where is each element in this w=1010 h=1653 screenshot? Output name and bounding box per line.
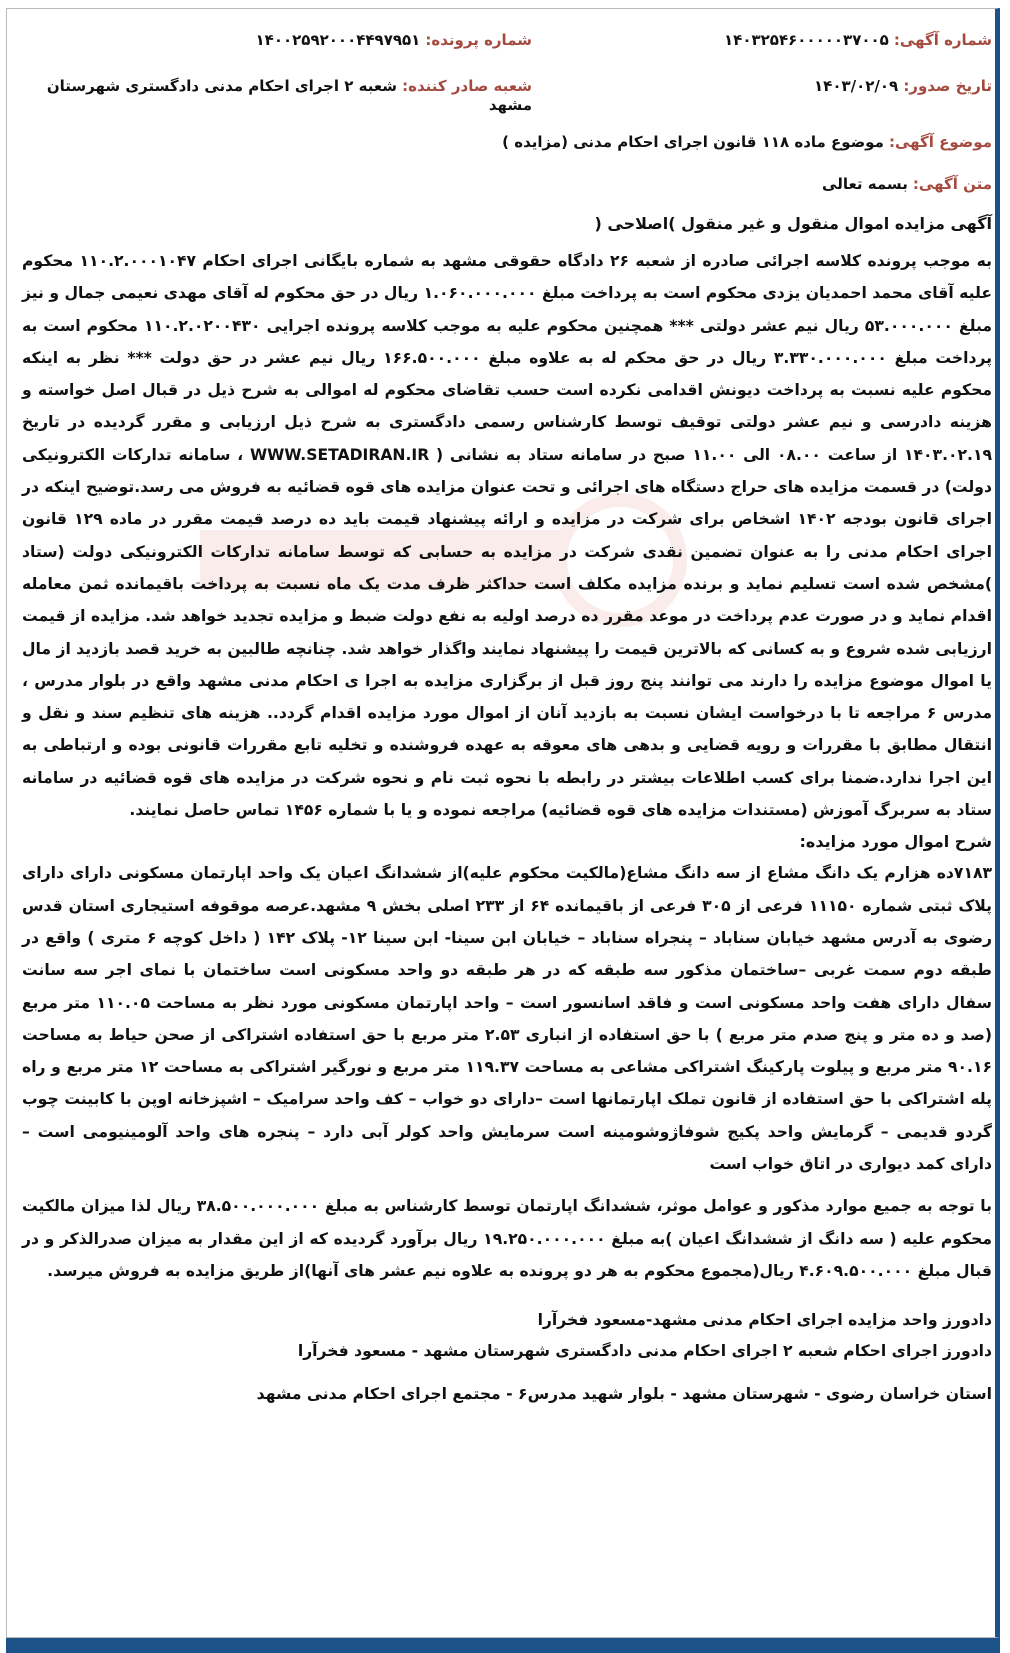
signature-line-2: دادورز اجرای احکام شعبه ۲ اجرای احکام مدنی دادگستری شهرستان مشهد - مسعود فخرآرا — [297, 1342, 992, 1361]
file-number-label: شماره پرونده: — [425, 31, 532, 49]
announcement-title: آگهی مزایده اموال منقول و غیر منقول )اصلاحی ( — [594, 214, 992, 233]
ad-number-label: شماره آگهی: — [893, 31, 992, 49]
subject-value: موضوع ماده ۱۱۸ قانون اجرای احکام مدنی (مزایده ) — [502, 133, 884, 151]
issuing-branch-value: شعبه ۲ اجرای احکام مدنی دادگستری شهرستان مشهد — [46, 77, 532, 114]
valuation-paragraph: با توجه به جمیع موارد مذکور و عوامل موثر، ششدانگ اپارتمان توسط کارشناس به مبلغ ۳۸.۵۰۰.۰۰۰.۰۰۰ ریال لذا میزان مالکیت محکوم علیه ( سه دانگ از ششدانگ اعیان )به مبلغ ۱۹.۲۵۰.۰۰۰.۰۰۰ ریال برآورد گردیده که از این مقدار به میزان صدرالذکر و در قبال مبلغ ۴.۶۰۹.۵۰۰.۰۰۰ ریال(مجموع محکوم به هر دو پرونده به علاوه نیم عشر های آنها)از طریق مزایده به فروش میرسد. — [22, 1197, 992, 1280]
basmala: بسمه تعالی — [822, 175, 908, 193]
ad-number — [724, 30, 992, 49]
property-heading: شرح اموال مورد مزایده: — [799, 832, 992, 852]
signature-line-1: دادورز واحد مزایده اجرای احکام مدنی مشهد-مسعود فخرآرا — [537, 1311, 992, 1330]
issuing-branch-label: شعبه صادر کننده: — [402, 77, 532, 95]
subject-label: موضوع آگهی: — [888, 133, 992, 151]
main-paragraph: به موجب پرونده کلاسه اجرائی صادره از شعبه ۲۶ دادگاه حقوقی مشهد به شماره بایگانی اجرای احکام ۱۱۰.۲.۰۰۰۱۰۴۷ محکوم علیه آقای محمد احمدیان یزدی محکوم است به پرداخت مبلغ ۱.۰۶۰.۰۰۰.۰۰۰ ریال در حق محکوم له آقای مهدی نعیمی جمال و نیز مبلغ ۵۳.۰۰۰.۰۰۰ ریال نیم عشر دولتی *** همچنین محکوم علیه به موجب کلاسه پرونده اجرایی ۱۱۰.۲.۰۲۰۰۴۳۰ محکوم است به پرداخت مبلغ ۳.۳۳۰.۰۰۰.۰۰۰ ریال در حق محکم له به علاوه مبلغ ۱۶۶.۵۰۰.۰۰۰ ریال نیم عشر در حق دولت *** نظر به اینکه محکوم علیه نسبت به پرداخت دیونش اقدامی نکرده است حسب تقاضای محکوم له اموالی به شرح ذیل در قبال اصل خواسته و هزینه دادرسی و نیم عشر دولتی توقیف توسط کارشناس رسمی دادگستری به شرح ذیل ارزیابی و مقرر گردیده در تاریخ ۱۴۰۳.۰۲.۱۹ از ساعت ۰۸.۰۰ الی ۱۱.۰۰ صبح در سامانه ستاد به نشانی ( WWW.SETADIRAN.IR ، سامانه تدارکات الکترونیکی دولت) در قسمت مزایده های حراج دستگاه های اجرائی و تحت عنوان مزایده های قوه قضائیه به فروش می رسد.توضیح اینکه در اجرای قانون بودجه ۱۴۰۲ اشخاص برای شرکت در مزایده و ارائه پیشنهاد قیمت باید ده درصد قیمت مقرر در ماده ۱۲۹ قانون اجرای احکام مدنی را به عنوان تضمین نقدی شرکت در مزایده به حسابی که توسط سامانه تدارکات الکترونیکی دولت (ستاد )مشخص شده است تسلیم نماید و برنده مزایده مکلف است حداکثر ظرف مدت یک ماه نسبت به پرداخت باقیمانده ثمن معامله اقدام نماید و در صورت عدم پرداخت در موعد مقرر ده درصد اولیه به نفع دولت ضبط و مزایده تجدید خواهد شد. مزایده از قیمت ارزیابی شده شروع و به کسانی که بالاترین قیمت را پیشنهاد نمایند واگذار خواهد شد. چنانچه طالبین به خرید قصد بازدید از مال یا اموال موضوع مزایده را دارند می توانند پنج روز قبل از برگزاری مزایده به اجرا ی احکام مدنی مشهد واقع در بلوار مدرس ، مدرس ۶ مراجعه تا با درخواست ایشان نسبت به بازدید آنان از اموال مورد مزایده اقدام گردد.. هزینه های تنظیم سند و نقل و انتقال مطابق با مقررات و رویه قضایی و بدهی های معوقه به عهده فروشنده و تخلیه تابع مقررات قانونی بوده و ارتباطی به این اجرا ندارد.ضمنا برای کسب اطلاعات بیشتر در رابطه با نحوه ثبت نام و نحوه شرکت در مزایده های قوه قضائیه در سامانه ستاد به سربرگ آموزش (مستندات مزایده های قوه قضائیه) مراجعه نموده و یا با شماره ۱۴۵۶ تماس حاصل نمایند. — [21, 252, 993, 820]
property-description: ۷۱۸۳ده هزارم یک دانگ مشاع از سه دانگ مشاع(مالکیت محکوم علیه)از ششدانگ اعیان یک واحد اپارتمان مسکونی دارای دارای پلاک ثبتی شماره ۱۱۱۵۰ فرعی از ۳۰۵ فرعی از باقیمانده ۶۴ از ۲۳۳ اصلی بخش ۹ مشهد.عرصه موقوفه استیجاری استان قدس رضوی به آدرس مشهد خیابان سناباد – پنجراه سناباد – خیابان ابن سینا- ابن سینا ۱۲- پلاک ۱۴۲ ( داخل کوچه ۶ متری ) واقع در طبقه دوم سمت غربی –ساختمان مذکور سه طبقه که در هر طبقه دو واحد مسکونی است ساختمان با نمای اجر سه سانت سفال دارای هفت واحد مسکونی است و فاقد اسانسور است – واحد اپارتمان مسکونی مورد نظر به مساحت ۱۱۰.۰۵ متر مربع (صد و ده متر و پنج صدم متر مربع ) با حق استفاده از انباری ۲.۵۳ متر مربع با حق استفاده اشتراکی از صحن حیاط به مساحت ۹۰.۱۶ متر مربع و پیلوت پارکینگ اشتراکی مشاعی به مساحت ۱۱۹.۳۷ متر مربع و نورگیر اشتراکی به مساحت ۱۲ متر مربع و راه پله اشتراکی با حق استفاده از قانون تملک اپارتمانها است –دارای دو خواب – کف واحد سرامیک – اشپزخانه اوپن با کابینت چوب گردو قدیمی – گرمایش واحد پکیج شوفاژوشومینه است سرمایش واحد کولر آبی دارد – پنجره های واحد آلومینیومی است – دارای کمد دیواری در اتاق خواب است — [22, 864, 993, 1174]
subject-line — [22, 130, 992, 154]
file-number-value: ۱۴۰۰۲۵۹۲۰۰۰۴۴۹۷۹۵۱ — [255, 31, 421, 49]
announcement-content — [22, 30, 992, 1410]
issue-date — [814, 76, 992, 95]
file-number — [256, 30, 532, 49]
meta-row-date — [22, 76, 992, 130]
bottom-scroll-bar[interactable] — [6, 1638, 1000, 1653]
issue-date-label: تاریخ صدور: — [903, 77, 992, 95]
ad-number-value: ۱۴۰۳۲۵۴۶۰۰۰۰۰۳۷۰۰۵ — [724, 31, 889, 49]
text-line — [22, 172, 992, 196]
address-line: استان خراسان رضوی - شهرستان مشهد - بلوار شهید مدرس۶ - مجتمع اجرای احکام مدنی مشهد — [256, 1385, 992, 1404]
issue-date-value: ۱۴۰۳/۰۲/۰۹ — [814, 77, 899, 95]
issuing-branch — [22, 76, 532, 114]
meta-row-numbers — [22, 30, 992, 76]
text-label: متن آگهی: — [912, 175, 992, 193]
